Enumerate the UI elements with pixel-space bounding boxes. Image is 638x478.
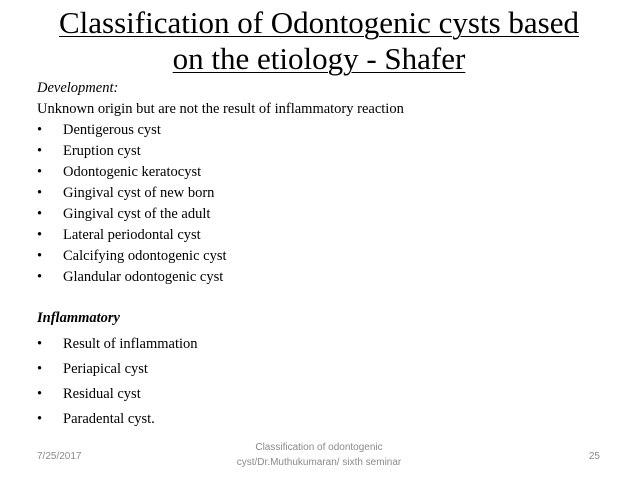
bullet-icon: • [37, 361, 43, 377]
slide-title-line-1: Classification of Odontogenic cysts based [58, 5, 579, 40]
slide-title-line-2: on the etiology - Shafer [172, 41, 466, 76]
bullet-icon: • [37, 411, 43, 427]
list-item [37, 385, 141, 403]
bullet-icon: • [37, 336, 43, 352]
list-item [37, 268, 223, 286]
bullet-icon: • [37, 122, 43, 138]
list-item [37, 247, 227, 265]
bullet-icon: • [37, 227, 43, 243]
list-item [37, 121, 161, 139]
page-number: 25 [588, 451, 600, 462]
list-item-text: Dentigerous cyst [63, 122, 161, 138]
list-item [37, 335, 198, 353]
bullet-icon: • [37, 206, 43, 222]
list-item-text: Gingival cyst of new born [63, 185, 215, 201]
list-item-text: Calcifying odontogenic cyst [63, 248, 227, 264]
bullet-icon: • [37, 185, 43, 201]
list-item [37, 142, 141, 160]
list-item-text: Glandular odontogenic cyst [63, 269, 224, 285]
bullet-icon: • [37, 386, 43, 402]
development-subtitle: Unknown origin but are not the result of inflammatory reaction [37, 101, 404, 117]
footer-caption-line-1: Classification of odontogenic [255, 442, 383, 453]
list-item [37, 226, 201, 244]
list-item-text: Gingival cyst of the adult [63, 206, 211, 222]
development-heading: Development: [37, 80, 119, 96]
list-item-text: Paradental cyst. [63, 411, 155, 427]
list-item-text: Eruption cyst [63, 143, 141, 159]
bullet-icon: • [37, 164, 43, 180]
footer-date: 7/25/2017 [37, 451, 82, 462]
list-item-text: Result of inflammation [63, 336, 198, 352]
bullet-icon: • [37, 248, 43, 264]
bullet-icon: • [37, 269, 43, 285]
slide-title [20, 5, 618, 77]
list-item [37, 163, 201, 181]
footer-caption [200, 440, 438, 470]
list-item-text: Odontogenic keratocyst [63, 164, 202, 180]
list-item [37, 410, 155, 428]
list-item-text: Residual cyst [63, 386, 141, 402]
footer-caption-line-2: cyst/Dr.Muthukumaran/ sixth seminar [236, 457, 402, 468]
bullet-icon: • [37, 143, 43, 159]
list-item [37, 360, 148, 378]
list-item [37, 205, 210, 223]
list-item [37, 184, 214, 202]
inflammatory-heading: Inflammatory [37, 310, 120, 326]
list-item-text: Periapical cyst [63, 361, 148, 377]
list-item-text: Lateral periodontal cyst [63, 227, 201, 243]
